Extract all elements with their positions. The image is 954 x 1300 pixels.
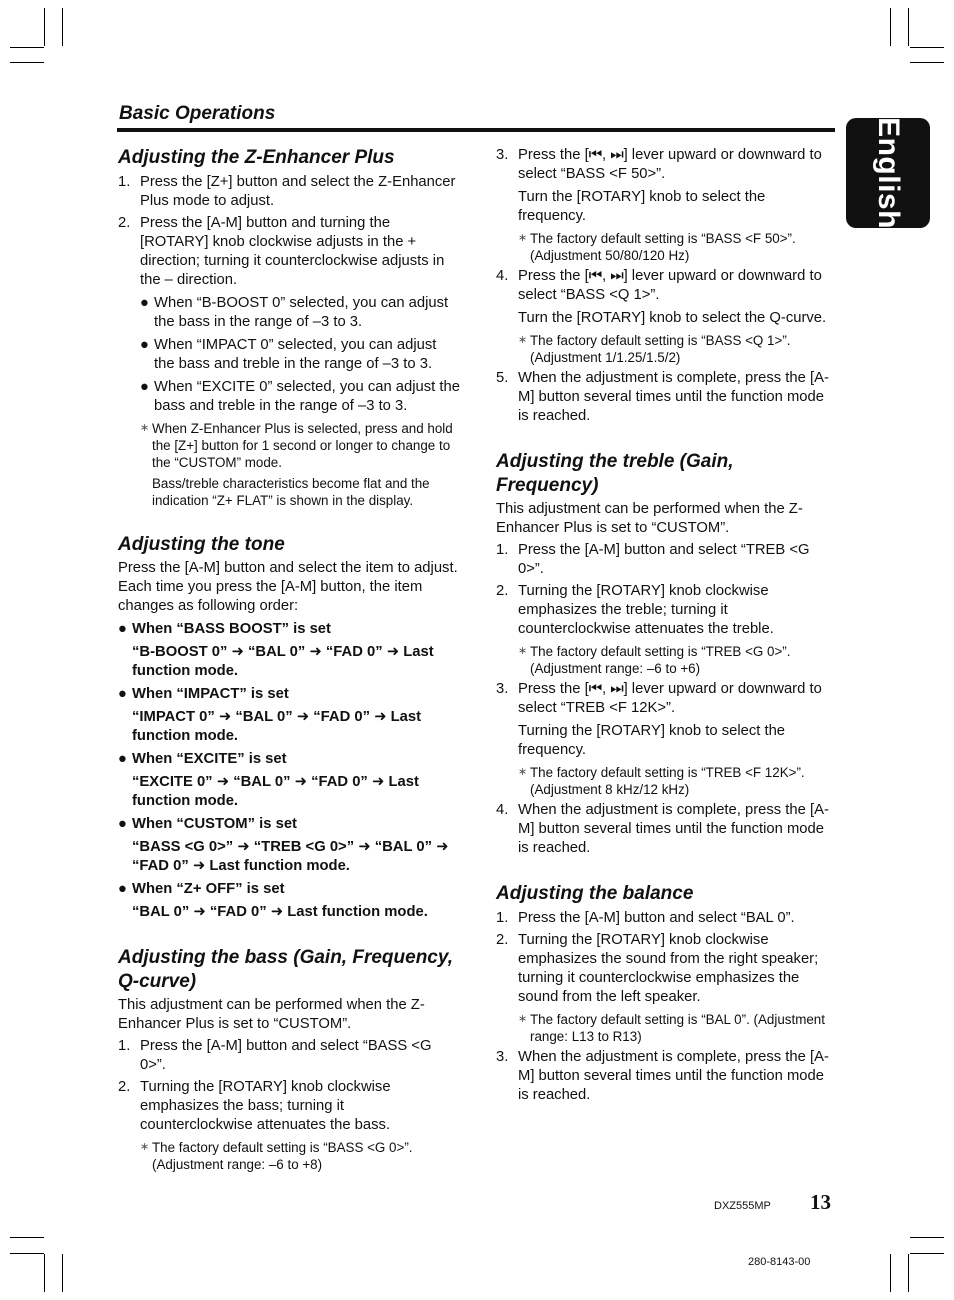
crop-mark (10, 1237, 44, 1238)
list-item: 2. Turning the [ROTARY] knob clockwise emphasizes the sound from the right speaker; turning it counterclockwise emphasizes the sound from the left speaker. (496, 931, 834, 1007)
crop-mark (10, 1253, 44, 1254)
part-code: 280-8143-00 (748, 1256, 811, 1268)
list-item: 2. Turning the [ROTARY] knob clockwise emphasizes the bass; turning it counterclockwise attenuates the bass. (118, 1078, 460, 1135)
note: ∗ The factory default setting is “BASS <F 50>”. (Adjustment 50/80/120 Hz) (496, 230, 834, 264)
note: ∗ The factory default setting is “TREB <F 12K>”. (Adjustment 8 kHz/12 kHz) (496, 764, 834, 798)
paragraph: This adjustment can be performed when the Z-Enhancer Plus is set to “CUSTOM”. (496, 501, 803, 536)
mode-heading: ● When “BASS BOOST” is set (118, 621, 331, 637)
mode-sequence: “EXCITE 0” ➜ “BAL 0” ➜ “FAD 0” ➜ Last function mode. (132, 774, 419, 809)
model-number: DXZ555MP (714, 1200, 771, 1212)
crop-mark (10, 47, 44, 48)
mode-sequence: “BAL 0” ➜ “FAD 0” ➜ Last function mode. (132, 904, 428, 920)
heading-bass: Adjusting the bass (Gain, Frequency, Q-curve) (118, 947, 454, 992)
crop-mark (910, 62, 944, 63)
mode-heading: ● When “CUSTOM” is set (118, 816, 297, 832)
bullet-text: When “EXCITE 0” selected, you can adjust the bass and treble in the range of –3 to 3. (154, 379, 460, 414)
step-text: Press the [A-M] button and select “TREB <G 0>”. (518, 542, 810, 577)
note (118, 475, 460, 509)
step-text: Press the [Z+] button and select the Z-Enhancer Plus mode to adjust. (140, 174, 456, 209)
crop-mark (890, 8, 891, 46)
note-text: When Z-Enhancer Plus is selected, press and hold the [Z+] button for 1 second or longer to change to the “CUSTOM” mode. (152, 421, 453, 470)
header-rule (117, 128, 835, 132)
step-subtext: Turn the [ROTARY] knob to select the frequency. (518, 189, 766, 224)
bullet-item: ● When “IMPACT 0” selected, you can adjust the bass and treble in the range of –3 to 3. (118, 336, 460, 374)
note-text: The factory default setting is “BASS <G 0>”. (Adjustment range: –6 to +8) (152, 1140, 413, 1172)
crop-mark (890, 1254, 891, 1292)
note-text: Bass/treble characteristics become flat and the indication “Z+ FLAT” is shown in the display. (152, 476, 430, 508)
crop-mark (44, 1254, 45, 1292)
note: ∗ The factory default setting is “BASS <Q 1>”. (Adjustment 1/1.25/1.5/2) (496, 332, 834, 366)
language-tab-label: English (872, 117, 905, 229)
language-tab (846, 118, 930, 228)
note: ∗ When Z-Enhancer Plus is selected, press and hold the [Z+] button for 1 second or longer to change to the “CUSTOM” mode. (118, 420, 460, 471)
paragraph: Press the [A-M] button and select the item to adjust. Each time you press the [A-M] button, the item changes as following order: (118, 560, 458, 614)
note-text: The factory default setting is “BASS <Q 1>”. (Adjustment 1/1.25/1.5/2) (530, 333, 791, 365)
step-text: When the adjustment is complete, press the [A-M] button several times until the function mode is reached. (518, 1049, 829, 1103)
mode-heading: ● When “IMPACT” is set (118, 686, 289, 702)
note-text: The factory default setting is “TREB <G 0>”. (Adjustment range: –6 to +6) (530, 644, 791, 676)
crop-mark (44, 8, 45, 46)
list-item: 3. Press the [⏮, ⏭] lever upward or downward to select “BASS <F 50>”. (496, 146, 834, 184)
crop-mark (910, 1253, 944, 1254)
step-text: Press the [⏮, ⏭] lever upward or downward to select “BASS <Q 1>”. (518, 268, 822, 303)
list-item: 3. When the adjustment is complete, press the [A-M] button several times until the function mode is reached. (496, 1048, 834, 1105)
step-text: Press the [A-M] button and turning the [ROTARY] knob clockwise adjusts in the + direction; turning it counterclockwise adjusts in the – direction. (140, 215, 445, 288)
note: ∗ The factory default setting is “BASS <G 0>”. (Adjustment range: –6 to +8) (118, 1139, 460, 1173)
heading-treble: Adjusting the treble (Gain, Frequency) (496, 451, 734, 496)
mode-sequence: “BASS <G 0>” ➜ “TREB <G 0>” ➜ “BAL 0” ➜ “FAD 0” ➜ Last function mode. (132, 839, 449, 874)
step-text: When the adjustment is complete, press the [A-M] button several times until the function mode is reached. (518, 802, 829, 856)
bullet-item: ● When “EXCITE 0” selected, you can adjust the bass and treble in the range of –3 to 3. (140, 379, 460, 414)
list-item: 2. Press the [A-M] button and turning the [ROTARY] knob clockwise adjusts in the + direction; turning it counterclockwise adjusts in the – direction. (118, 214, 460, 290)
mode-sequence: “IMPACT 0” ➜ “BAL 0” ➜ “FAD 0” ➜ Last function mode. (132, 709, 422, 744)
step-text: Press the [⏮, ⏭] lever upward or downward to select “TREB <F 12K>”. (518, 681, 822, 716)
list-item: 1. Press the [A-M] button and select “TREB <G 0>”. (496, 541, 834, 579)
step-text: Press the [⏮, ⏭] lever upward or downward to select “BASS <F 50>”. (518, 147, 822, 182)
list-item: 1. Press the [A-M] button and select “BASS <G 0>”. (118, 1037, 460, 1075)
list-item: 2. Turning the [ROTARY] knob clockwise emphasizes the treble; turning it counterclockwise attenuates the treble. (496, 582, 834, 639)
step-text: Turning the [ROTARY] knob clockwise emphasizes the treble; turning it counterclockwise attenuates the treble. (518, 583, 774, 637)
section-title: Basic Operations (119, 103, 276, 124)
heading-z-enhancer: Adjusting the Z-Enhancer Plus (118, 147, 395, 168)
note-text: The factory default setting is “BASS <F 50>”. (Adjustment 50/80/120 Hz) (530, 231, 796, 263)
step-subtext: Turn the [ROTARY] knob to select the Q-curve. (518, 310, 827, 326)
step-text: When the adjustment is complete, press the [A-M] button several times until the function mode is reached. (518, 370, 829, 424)
note: ∗ The factory default setting is “TREB <G 0>”. (Adjustment range: –6 to +6) (496, 643, 834, 677)
step-text: Press the [A-M] button and select “BAL 0”. (518, 910, 795, 926)
left-column (118, 146, 460, 1173)
crop-mark (62, 8, 63, 46)
crop-mark (910, 1237, 944, 1238)
list-item: 4. When the adjustment is complete, press the [A-M] button several times until the function mode is reached. (496, 801, 834, 858)
step-text: Press the [A-M] button and select “BASS <G 0>”. (140, 1038, 432, 1073)
heading-balance: Adjusting the balance (496, 883, 694, 904)
crop-mark (910, 47, 944, 48)
crop-mark (908, 1254, 909, 1292)
mode-heading: ● When “Z+ OFF” is set (118, 881, 285, 897)
note: ∗ The factory default setting is “BAL 0”. (Adjustment range: L13 to R13) (496, 1011, 834, 1045)
right-column (496, 146, 834, 1105)
list-item: 4. Press the [⏮, ⏭] lever upward or downward to select “BASS <Q 1>”. (496, 267, 834, 305)
note-text: The factory default setting is “BAL 0”. (Adjustment range: L13 to R13) (530, 1012, 825, 1044)
list-item: 1. Press the [Z+] button and select the Z-Enhancer Plus mode to adjust. (118, 173, 460, 211)
bullet-item: ● When “B-BOOST 0” selected, you can adjust the bass in the range of –3 to 3. (118, 294, 460, 332)
list-item: 1. Press the [A-M] button and select “BAL 0”. (496, 909, 834, 928)
step-text: Turning the [ROTARY] knob clockwise emphasizes the bass; turning it counterclockwise attenuates the bass. (140, 1079, 391, 1133)
heading-tone: Adjusting the tone (118, 534, 285, 555)
crop-mark (10, 62, 44, 63)
list-item: 5. When the adjustment is complete, press the [A-M] button several times until the function mode is reached. (496, 369, 834, 426)
note-text: The factory default setting is “TREB <F 12K>”. (Adjustment 8 kHz/12 kHz) (530, 765, 805, 797)
page-number: 13 (810, 1190, 831, 1214)
bullet-text: When “B-BOOST 0” selected, you can adjust the bass in the range of –3 to 3. (154, 295, 449, 330)
crop-mark (908, 8, 909, 46)
paragraph: This adjustment can be performed when the Z-Enhancer Plus is set to “CUSTOM”. (118, 997, 425, 1032)
step-text: Turning the [ROTARY] knob clockwise emphasizes the sound from the right speaker; turning it counterclockwise emphasizes the sound from the left speaker. (518, 932, 819, 1005)
crop-mark (62, 1254, 63, 1292)
step-subtext: Turning the [ROTARY] knob to select the frequency. (518, 723, 786, 758)
mode-sequence: “B-BOOST 0” ➜ “BAL 0” ➜ “FAD 0” ➜ Last function mode. (132, 644, 434, 679)
list-item: 3. Press the [⏮, ⏭] lever upward or downward to select “TREB <F 12K>”. (496, 680, 834, 718)
bullet-text: When “IMPACT 0” selected, you can adjust the bass and treble in the range of –3 to 3. (154, 337, 437, 372)
mode-heading: ● When “EXCITE” is set (118, 751, 287, 767)
